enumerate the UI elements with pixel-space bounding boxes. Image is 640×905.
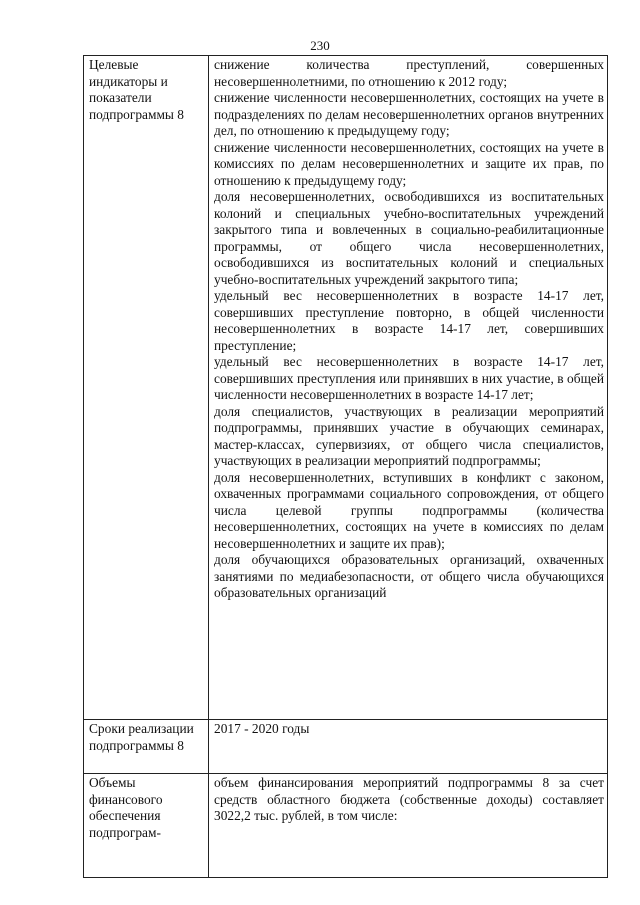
indicator-item: снижение численности несовершеннолетних, состоящих на учете в комиссиях по делам несовершеннолетних и защите их прав, по отношению к предыдущему году;	[214, 139, 604, 188]
row-value-indicators	[209, 56, 608, 720]
indicator-item: снижение количества преступлений, совершенных несовершеннолетними, по отношению к 2012 году;	[214, 57, 604, 89]
indicator-item: доля специалистов, участвующих в реализации мероприятий подпрограммы, принявших участие в обучающих семинарах, мастер-классах, супервизиях, от общего числа специалистов, участвующих в реализации мероприятий подпрограммы;	[214, 403, 604, 468]
indicator-item: удельный вес несовершеннолетних в возрасте 14-17 лет, совершивших преступления или принявших в них участие, в общей численности несовершеннолетних в возрасте 14-17 лет;	[214, 354, 604, 402]
table-row-terms	[84, 720, 608, 774]
indicator-item: удельный вес несовершеннолетних в возрасте 14-17 лет, совершивших преступление повторно, в общей численности несовершеннолетних в возрасте 14-17 лет, совершивших преступление;	[214, 288, 604, 353]
indicator-item: доля несовершеннолетних, вступивших в конфликт с законом, охваченных программами социального сопровождения, от общего числа целевой группы подпрограммы (количества несовершеннолетних, состоящих на учете в комиссиях по делам несовершеннолетних и защите их прав);	[214, 469, 604, 551]
row-label-finance: Объемы финансового обеспечения подпрограм-	[84, 774, 209, 878]
indicator-item: доля обучающихся образовательных организаций, охваченных занятиями по медиабезопасности, от общего числа обучающихся образовательных организаций	[214, 552, 604, 600]
program-passport-table	[83, 55, 608, 878]
row-label-terms: Сроки реализации подпрограммы 8	[84, 720, 209, 774]
row-label-indicators: Целевые индикаторы и показатели подпрограммы 8	[84, 56, 209, 720]
row-value-terms: 2017 - 2020 годы	[209, 720, 608, 774]
indicator-item: снижение численности несовершеннолетних, состоящих на учете в подразделениях по делам несовершеннолетних органов внутренних дел, по отношению к предыдущему году;	[214, 90, 604, 138]
table-row-finance	[84, 774, 608, 878]
table-row-indicators	[84, 56, 608, 720]
page-number: 230	[310, 38, 330, 53]
indicator-item: доля несовершеннолетних, освободившихся из воспитательных колоний и специальных учебно-воспитательных учреждений закрытого типа и вовлеченных в социально-реабилитационные программы, от общего числа несовершеннолетних, освободившихся из воспитательных колоний и специальных учебно-воспитательных учреждений закрытого типа;	[214, 189, 604, 287]
finance-text: объем финансирования мероприятий подпрограммы 8 за счет средств областного бюджета (собственные доходы) составляет 3022,2 тыс. рублей, в том числе:	[214, 775, 604, 823]
row-value-finance	[209, 774, 608, 878]
